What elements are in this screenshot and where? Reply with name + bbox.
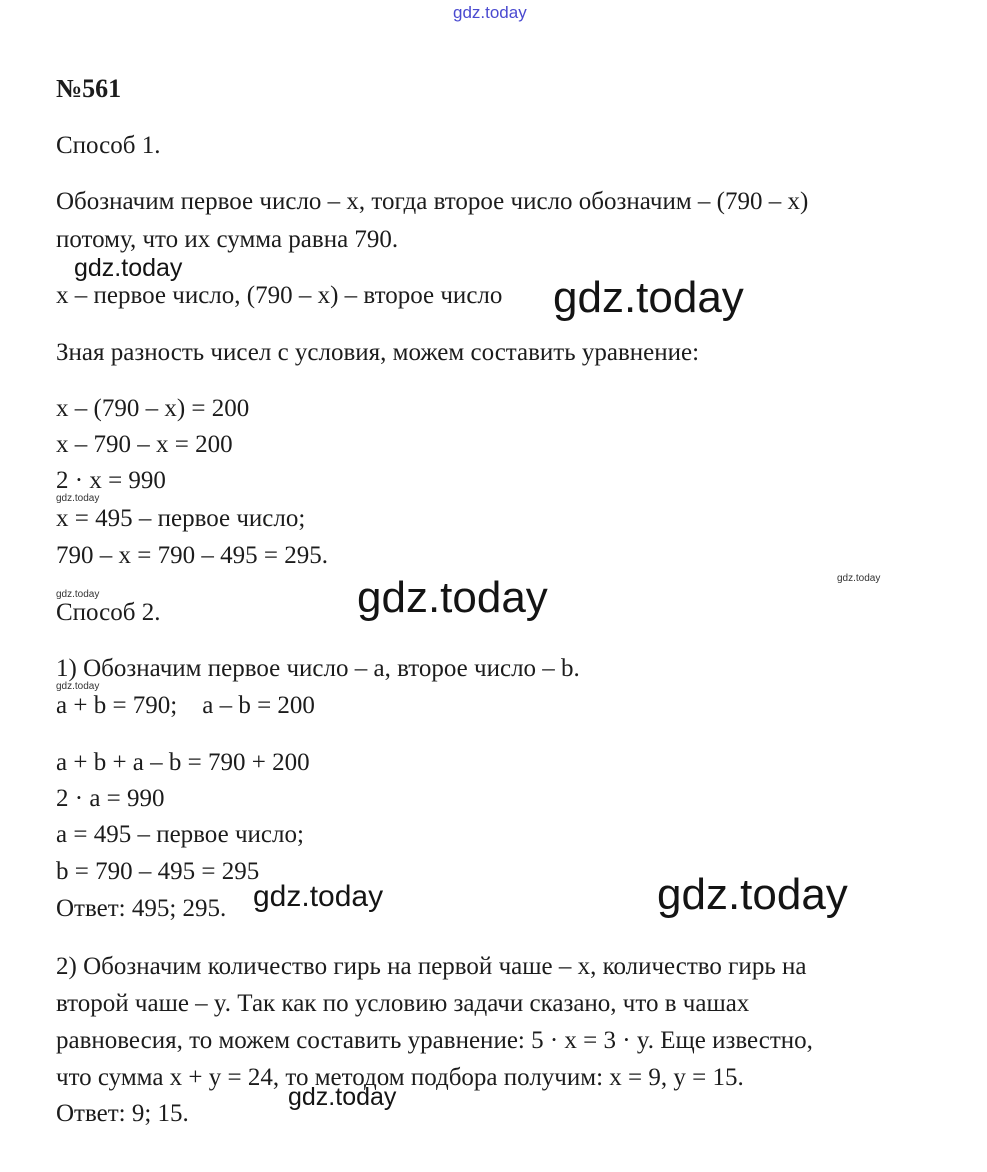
method1-setup: Зная разность чисел с условия, можем составить уравнение: — [56, 339, 700, 366]
equation-step: 2 · a = 990 — [56, 785, 165, 812]
equation-step: x – (790 – x) = 200 — [56, 395, 250, 422]
watermark: gdz.today — [56, 589, 100, 600]
watermark: gdz.today — [837, 573, 881, 584]
method2-part2-answer: Ответ: 9; 15. — [56, 1100, 189, 1127]
watermark: gdz.today — [357, 573, 548, 622]
problem-number: №561 — [56, 74, 122, 103]
method2-part1-answer: Ответ: 495; 295. — [56, 895, 227, 922]
equation-step: b = 790 – 495 = 295 — [56, 858, 260, 885]
equation-step: 2 · x = 990 — [56, 467, 166, 494]
watermark-top[interactable]: gdz.today — [453, 3, 527, 22]
equation-step: 790 – x = 790 – 495 = 295. — [56, 542, 328, 569]
watermark: gdz.today — [253, 880, 384, 913]
watermark: gdz.today — [74, 254, 183, 282]
method2-part2-line: второй чаше – y. Так как по условию задачи сказано, что в чашах — [56, 990, 750, 1017]
watermark: gdz.today — [56, 681, 100, 692]
method2-title: Способ 2. — [56, 599, 161, 626]
watermark: gdz.today — [657, 870, 848, 919]
method2-part1-intro: 1) Обозначим первое число – a, второе число – b. — [56, 655, 580, 682]
equation-step: x – 790 – x = 200 — [56, 431, 233, 458]
method2-part2-line: равновесия, то можем составить уравнение: 5 · x = 3 · y. Еще известно, — [56, 1027, 813, 1054]
method1-title: Способ 1. — [56, 132, 161, 159]
method2-part2-line: что сумма x + y = 24, то методом подбора получим: x = 9, y = 15. — [56, 1064, 744, 1091]
method2-part2-line: 2) Обозначим количество гирь на первой чаше – x, количество гирь на — [56, 953, 807, 980]
watermark: gdz.today — [56, 493, 100, 504]
watermark: gdz.today — [553, 273, 744, 322]
watermark: gdz.today — [288, 1083, 397, 1111]
method1-definitions: x – первое число, (790 – x) – второе число — [56, 282, 503, 309]
equation-step: x = 495 – первое число; — [56, 505, 306, 532]
method2-system: a + b = 790; a – b = 200 — [56, 692, 315, 719]
equation-step: a + b + a – b = 790 + 200 — [56, 749, 310, 776]
method1-intro-line2: потому, что их сумма равна 790. — [56, 226, 399, 253]
equation-step: a = 495 – первое число; — [56, 821, 304, 848]
method1-intro-line1: Обозначим первое число – x, тогда второе число обозначим – (790 – x) — [56, 188, 809, 215]
